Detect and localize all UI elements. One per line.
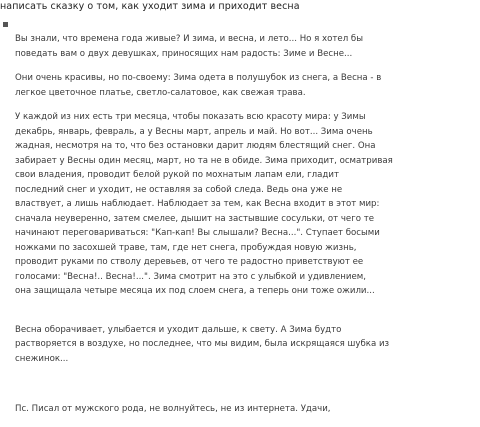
paragraph-months (15, 110, 470, 299)
text-line: декабрь, январь, февраль, а у Весны март, апрель и май. Но вот... Зима очень (15, 126, 373, 137)
text-line: начинают переговариваться: "Кап-кап! Вы слышали? Весна...". Ступает босыми (15, 228, 380, 238)
question-title: написать сказку о том, как уходит зима и приходит весна (0, 1, 300, 12)
text-line: свои владения, проводит белой рукой по мохнатым лапам ели, гладит (15, 170, 339, 180)
text-line: снежинок... (15, 353, 69, 364)
text-line: она защищала четыре месяца их под слоем снега, а теперь они тоже ожили... (15, 286, 375, 296)
answer-body (15, 32, 470, 427)
paragraph-postscript (15, 402, 470, 417)
text-line: Они очень красивы, но по-своему: Зима одета в полушубок из снега, а Весна - в (15, 73, 382, 83)
text-line: властвует, а лишь наблюдает. Наблюдает за тем, как Весна входит в этот мир: (15, 199, 380, 209)
text-line: ножками по засохшей траве, там, где нет снега, пробуждая новую жизнь, (15, 242, 357, 253)
bullet-icon (3, 22, 8, 27)
text-line: проводит руками по стволу деревьев, от чего те радостно приветствуют ее (15, 257, 364, 267)
paragraph-beauty (15, 71, 470, 100)
text-line: растворяется в воздухе, но последнее, что мы видим, была искрящаяся шубка из (15, 339, 390, 349)
text-line: Весна оборачивает, улыбается и уходит дальше, к свету. А Зима будто (15, 324, 342, 335)
text-line: жадная, несмотря на то, что без остановки дарит людям блестящий снег. Она (15, 141, 376, 151)
text-line: сначала неуверенно, затем смелее, дышит на застывшие сосульки, от чего те (15, 213, 375, 224)
paragraph-intro (15, 32, 470, 61)
text-line: поведать вам о двух девушках, приносящих нам радость: Зиме и Весне... (15, 48, 353, 59)
text-line: легкое цветочное платье, светло-салатовое, как свежая трава. (15, 87, 306, 98)
text-line: Вы знали, что времена года живые? И зима, и весна, и лето... Но я хотел бы (15, 34, 364, 44)
text-line: голосами: "Весна!.. Весна!...". Зима смотрит на это с улыбкой и удивлением, (15, 271, 366, 282)
paragraph-ending (15, 323, 470, 367)
text-line: забирает у Весны один месяц, март, но та не в обиде. Зима приходит, осматривая (15, 155, 393, 166)
text-line: Пс. Писал от мужского рода, не волнуйтесь, не из интернета. Удачи, (15, 404, 331, 414)
text-line: последний снег и уходит, не оставляя за собой следа. Ведь она уже не (15, 184, 343, 195)
text-line: У каждой из них есть три месяца, чтобы показать всю красоту мира: у Зимы (15, 112, 366, 122)
